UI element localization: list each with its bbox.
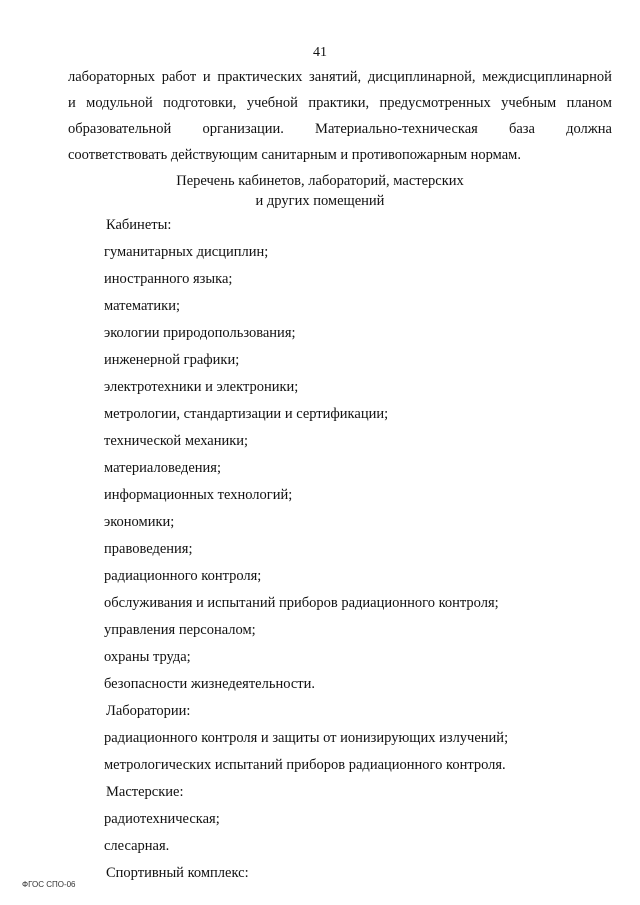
paragraph-word: планом [566, 95, 612, 111]
paragraph-word: междисциплинарной [482, 69, 612, 85]
section-heading-line-2: и других помещений [255, 193, 385, 209]
list-item: материаловедения; [104, 460, 222, 476]
paragraph-word: учебной [246, 95, 298, 111]
list-category-heading: Лаборатории: [106, 703, 191, 719]
paragraph-line [68, 142, 612, 168]
paragraph-word: лабораторных [68, 69, 156, 85]
paragraph-word: практических [217, 69, 303, 85]
list-category-heading: Спортивный комплекс: [106, 865, 249, 881]
page-number: 41 [313, 45, 327, 60]
list-item: информационных технологий; [104, 487, 293, 503]
list-item: управления персоналом; [104, 622, 256, 638]
paragraph-word: предусмотренных [379, 95, 491, 111]
list-item: электротехники и электроники; [104, 379, 299, 395]
paragraph-word: дисциплинарной, [367, 69, 476, 85]
list-item: радиационного контроля и защиты от ионизирующих излучений; [104, 730, 509, 746]
section-heading-line-1: Перечень кабинетов, лабораторий, мастерских [176, 173, 464, 189]
list-item: безопасности жизнедеятельности. [104, 676, 315, 692]
list-item: радиационного контроля; [104, 568, 262, 584]
paragraph-word: модульной [86, 95, 153, 111]
paragraph-word: и [202, 69, 211, 85]
body-paragraph [68, 64, 612, 168]
paragraph-word: соответствовать действующим санитарным и противопожарным нормам. [68, 147, 521, 163]
list-item: экологии природопользования; [104, 325, 296, 341]
paragraph-word: должна [566, 121, 612, 137]
list-item: гуманитарных дисциплин; [104, 244, 269, 260]
list-item: радиотехническая; [104, 811, 220, 827]
list-item: математики; [104, 298, 180, 314]
list-item: правоведения; [104, 541, 193, 557]
paragraph-word: база [508, 121, 535, 137]
paragraph-line [68, 90, 612, 116]
list-item: технической механики; [104, 433, 249, 449]
paragraph-word: учебным [501, 95, 557, 111]
paragraph-line [68, 116, 612, 142]
paragraph-word: занятий, [309, 69, 362, 85]
paragraph-word: работ [161, 69, 197, 85]
paragraph-word: подготовки, [163, 95, 237, 111]
list-item: охраны труда; [104, 649, 191, 665]
paragraph-word: Материально-техническая [315, 121, 478, 137]
list-item: метрологии, стандартизации и сертификации; [104, 406, 389, 422]
list-item: метрологических испытаний приборов радиационного контроля. [104, 757, 506, 773]
list-item: инженерной графики; [104, 352, 240, 368]
room-list [104, 212, 624, 887]
paragraph-word: практики, [308, 95, 370, 111]
list-item: обслуживания и испытаний приборов радиационного контроля; [104, 595, 499, 611]
footer-doc-code: ФГОС СПО-06 [22, 880, 76, 889]
paragraph-line [68, 64, 612, 90]
paragraph-word: образовательной [68, 121, 172, 137]
paragraph-word: организации. [202, 121, 284, 137]
list-item: иностранного языка; [104, 271, 233, 287]
list-item: экономики; [104, 514, 175, 530]
list-category-heading: Мастерские: [106, 784, 184, 800]
list-item: слесарная. [104, 838, 170, 854]
section-heading [0, 171, 640, 211]
list-category-heading: Кабинеты: [106, 217, 172, 233]
paragraph-word: и [68, 95, 76, 111]
